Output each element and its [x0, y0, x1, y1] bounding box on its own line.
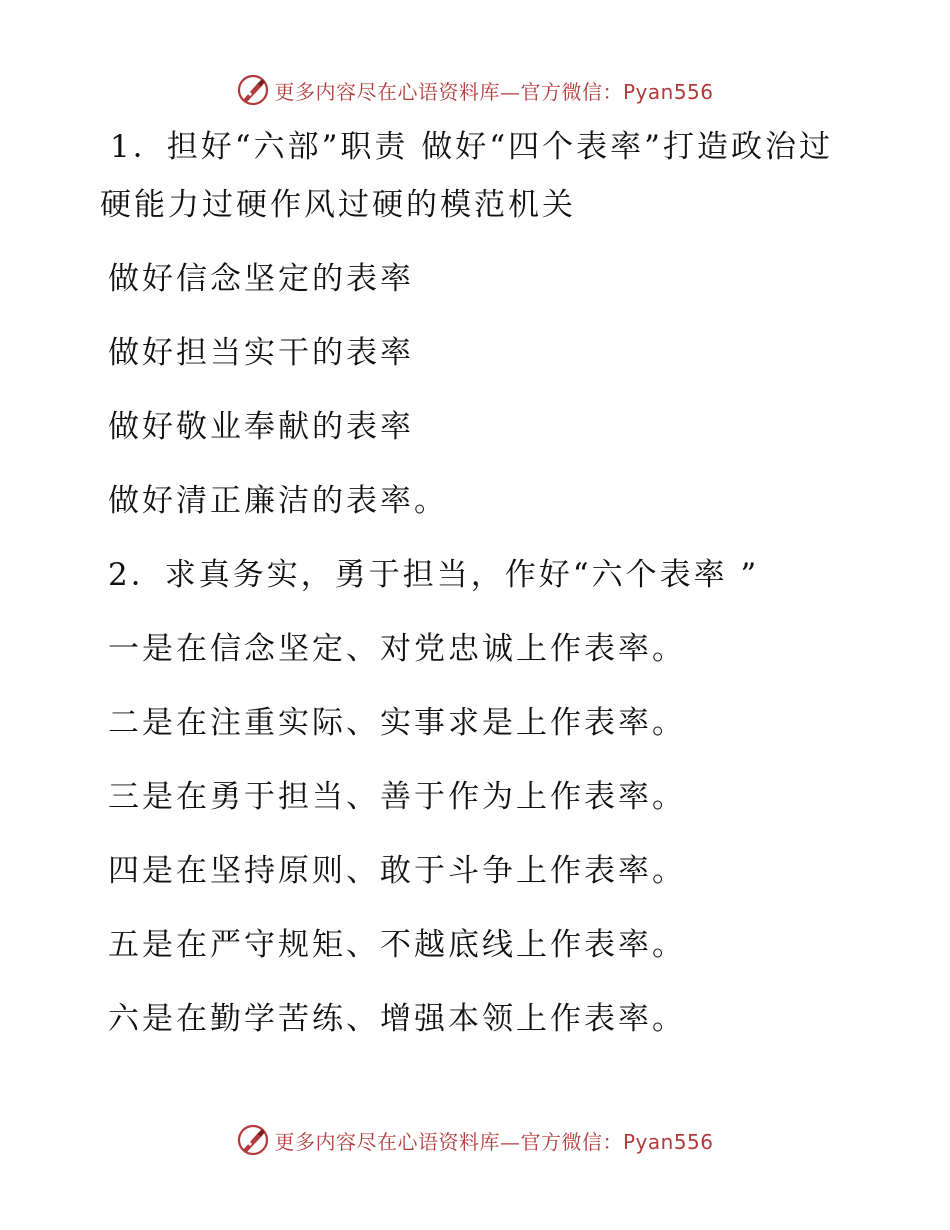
footer-watermark: [0, 1120, 950, 1160]
watermark-wechat-id: Pyan556: [622, 79, 714, 104]
watermark-separator: —: [499, 79, 521, 104]
section-2-item-5: 五是在严守规矩、不越底线上作表率。: [108, 927, 686, 963]
section-2-heading: 2．求真务实，勇于担当，作好“六个表率 ”: [108, 557, 760, 593]
section-1-item-2: 做好担当实干的表率: [108, 335, 414, 371]
watermark-text: [274, 1126, 713, 1155]
watermark-part2: 官方微信：: [520, 79, 623, 104]
pen-logo-icon: [236, 1123, 270, 1157]
section-1-item-3: 做好敬业奉献的表率: [108, 409, 414, 445]
watermark-wechat-id: Pyan556: [622, 1129, 714, 1154]
watermark-part1: 更多内容尽在心语资料库: [274, 1129, 500, 1154]
watermark-part2: 官方微信：: [520, 1129, 623, 1154]
header-watermark: [0, 70, 950, 110]
watermark-part1: 更多内容尽在心语资料库: [274, 79, 500, 104]
section-2-item-4: 四是在坚持原则、敢于斗争上作表率。: [108, 853, 686, 889]
section-2-item-3: 三是在勇于担当、善于作为上作表率。: [108, 779, 686, 815]
watermark-text: [274, 76, 713, 105]
section-2-item-6: 六是在勤学苦练、增强本领上作表率。: [108, 1001, 686, 1037]
document-body: [100, 118, 860, 1048]
pen-logo-icon: [236, 73, 270, 107]
section-2-item-2: 二是在注重实际、实事求是上作表率。: [108, 705, 686, 741]
section-1-heading: 1．担好“六部”职责 做好“四个表率”打造政治过硬能力过硬作风过硬的模范机关: [100, 129, 833, 223]
section-2-item-1: 一是在信念坚定、对党忠诚上作表率。: [108, 631, 686, 667]
section-1-item-4: 做好清正廉洁的表率。: [108, 483, 448, 519]
section-1-item-1: 做好信念坚定的表率: [108, 261, 414, 297]
watermark-separator: —: [499, 1129, 521, 1154]
